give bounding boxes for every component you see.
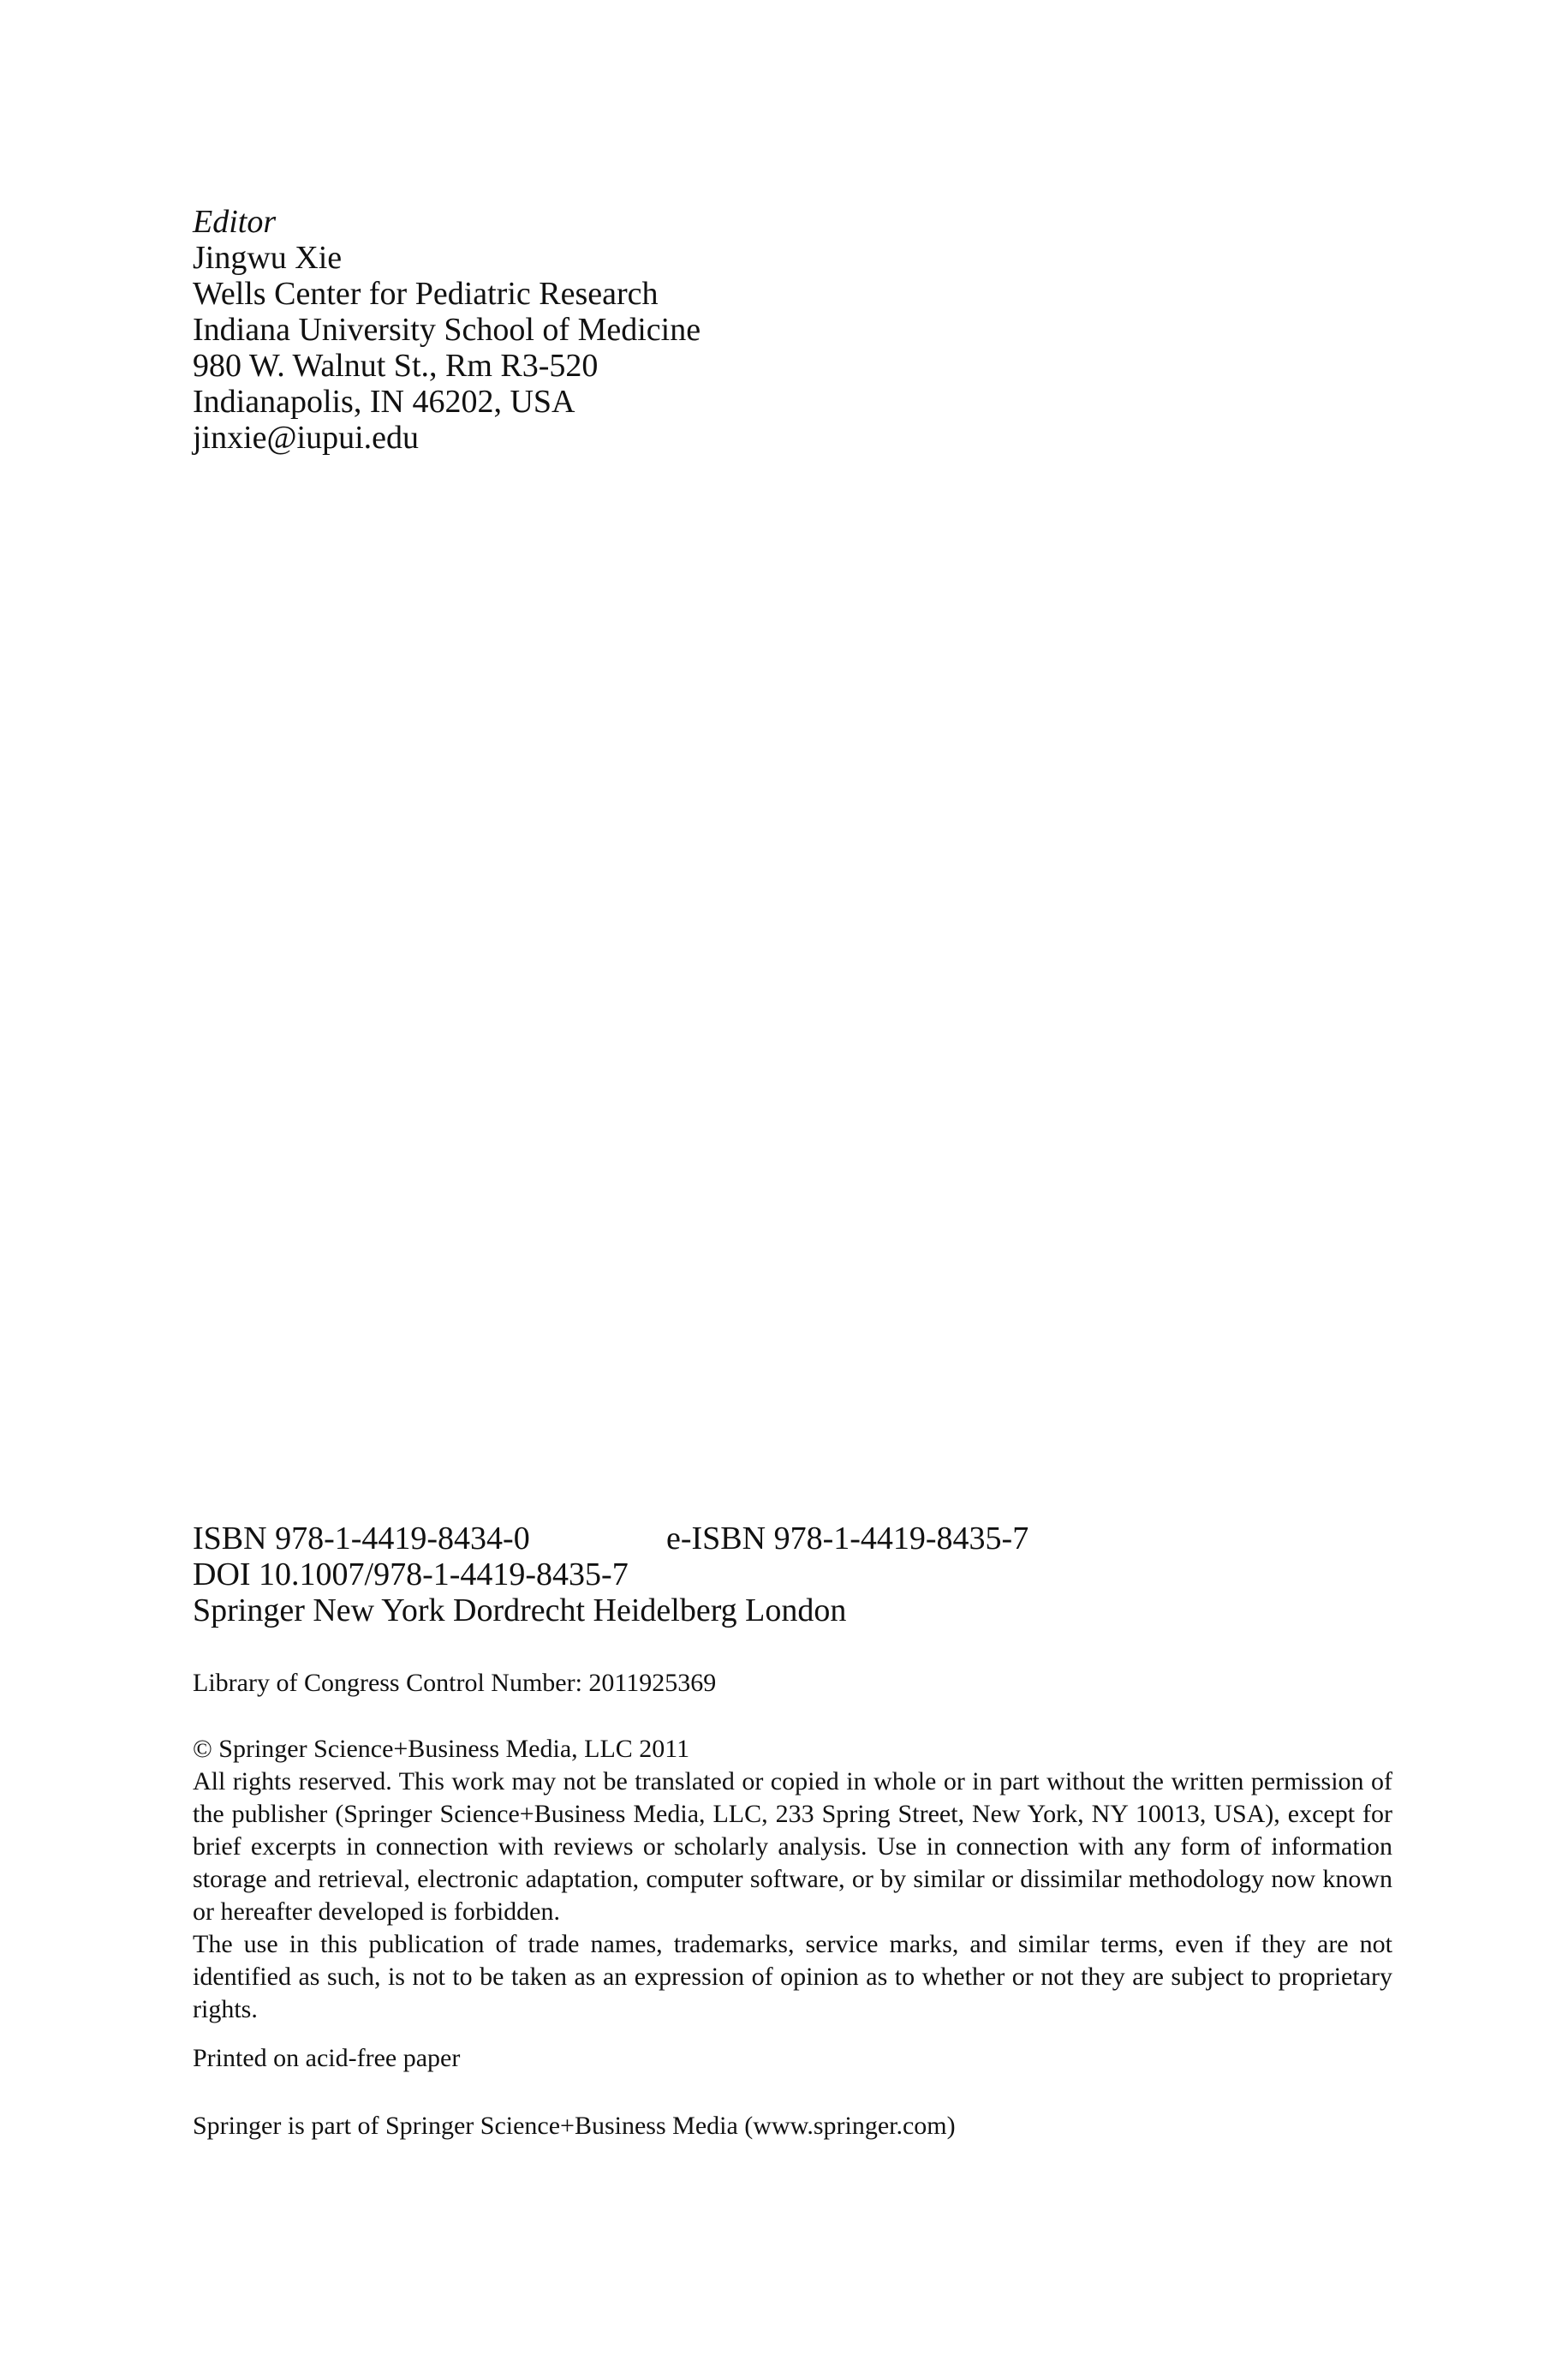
- copyright-notice: © Springer Science+Business Media, LLC 2011: [193, 1735, 690, 1763]
- trademark-paragraph: The use in this publication of trade names, trademarks, service marks, and similar terms, even if they are not identified as such, is not to be taken as an expression of opinion as to whether or not they are subject to proprietary rights.: [193, 1930, 1392, 2023]
- copyright-block: [193, 1733, 1392, 2026]
- editor-street-address: 980 W. Walnut St., Rm R3-520: [193, 348, 599, 384]
- doi: DOI 10.1007/978-1-4419-8435-7: [193, 1556, 629, 1592]
- isbn-block: [193, 1521, 1392, 1628]
- paper-note: Printed on acid-free paper: [193, 2044, 461, 2072]
- isbn-row: [193, 1521, 1392, 1556]
- editor-name: Jingwu Xie: [193, 240, 343, 276]
- editor-heading: Editor: [193, 204, 277, 240]
- e-isbn: e-ISBN 978-1-4419-8435-7: [666, 1521, 1029, 1556]
- editor-affiliation: Wells Center for Pediatric Research: [193, 276, 659, 312]
- springer-part-note: Springer is part of Springer Science+Business Media (www.springer.com): [193, 2112, 956, 2140]
- publisher-locations: Springer New York Dordrecht Heidelberg London: [193, 1592, 847, 1628]
- editor-email: jinxie@iupui.edu: [193, 420, 420, 456]
- lccn: Library of Congress Control Number: 2011925369: [193, 1669, 717, 1697]
- editor-city: Indianapolis, IN 46202, USA: [193, 384, 575, 420]
- editor-block: [193, 204, 1220, 456]
- editor-institution: Indiana University School of Medicine: [193, 312, 701, 348]
- rights-paragraph: All rights reserved. This work may not be translated or copied in whole or in part without the written permission of the publisher (Springer Science+Business Media, LLC, 233 Spring Street, New York, NY 10013, USA), except for brief excerpts in connection with reviews or scholarly analysis. Use in connection with any form of information storage and retrieval, electronic adaptation, computer software, or by similar or dissimilar methodology now known or hereafter developed is forbidden.: [193, 1767, 1392, 1926]
- isbn: ISBN 978-1-4419-8434-0: [193, 1521, 530, 1556]
